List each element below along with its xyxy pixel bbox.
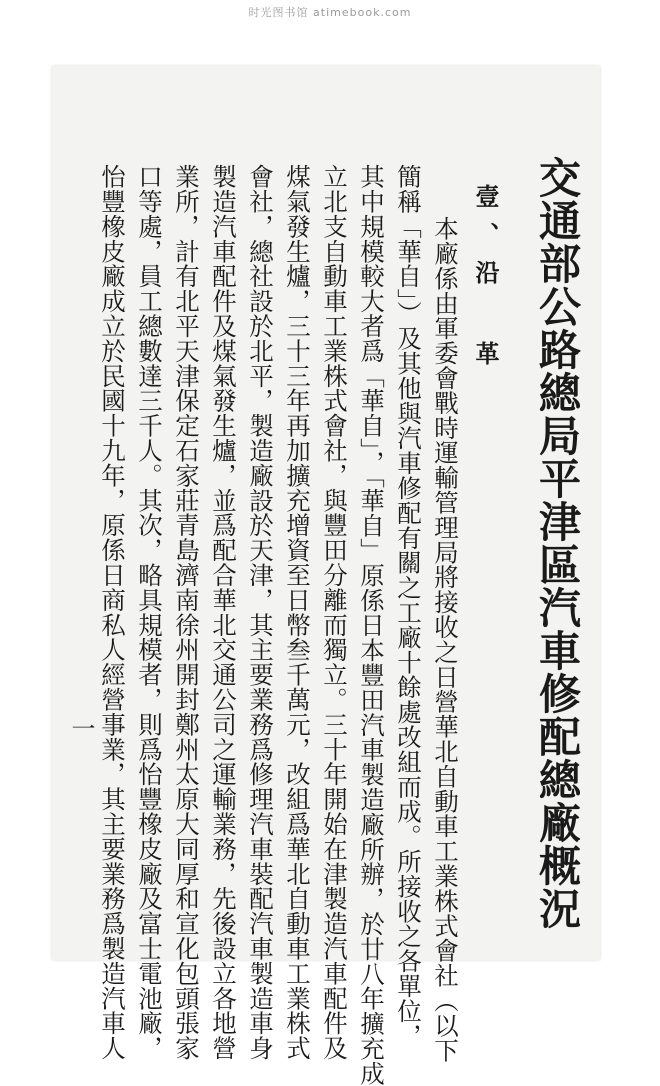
- section-heading: 壹、沿 革: [471, 184, 500, 379]
- body-line: 怡豐橡皮廠成立於民國十九年，原係日商私人經營事業，其主要業務爲製造汽車人: [98, 164, 127, 1061]
- page-title: 交通部公路總局平津區汽車修配總廠概況: [533, 156, 582, 930]
- watermark-text: 时光图书馆 atimebook.com: [248, 6, 412, 19]
- body-line: 煤氣發生爐，三十三年再加擴充增資至日幣叁千萬元，改組爲華北自動車工業株式: [283, 164, 312, 1061]
- body-line: 其中規模較大者爲「華自」，「華自」原係日本豐田汽車製造廠所辦，於廿八年擴充成: [357, 164, 386, 1086]
- body-line: 業所，計有北平天津保定石家莊青島濟南徐州開封鄭州太原大同厚和宣化包頭張家: [172, 164, 201, 1061]
- body-line: 會社，總社設於北平，製造廠設於天津，其主要業務爲修理汽車裝配汽車製造車身: [246, 164, 275, 1061]
- body-line: 簡稱「華自」）及其他與汽車修配有關之工廠十餘處改組而成。所接收之各單位，: [394, 164, 423, 1049]
- page-number: 一: [67, 716, 95, 740]
- body-line: 口等處，員工總數達三千人。其次，略具規模者，則爲怡豐橡皮廠及富士電池廠，: [135, 164, 164, 1061]
- body-line: 本廠係由軍委會戰時運輸管理局將接收之日營華北自動車工業株式會社（以下: [431, 216, 460, 1063]
- body-line: 立北支自動車工業株式會社，與豐田分離而獨立。三十年開始在津製造汽車配件及: [320, 164, 349, 1061]
- body-line: 製造汽車配件及煤氣發生爐，並爲配合華北交通公司之運輸業務，先後設立各地營: [209, 164, 238, 1061]
- document-page: [52, 66, 600, 1086]
